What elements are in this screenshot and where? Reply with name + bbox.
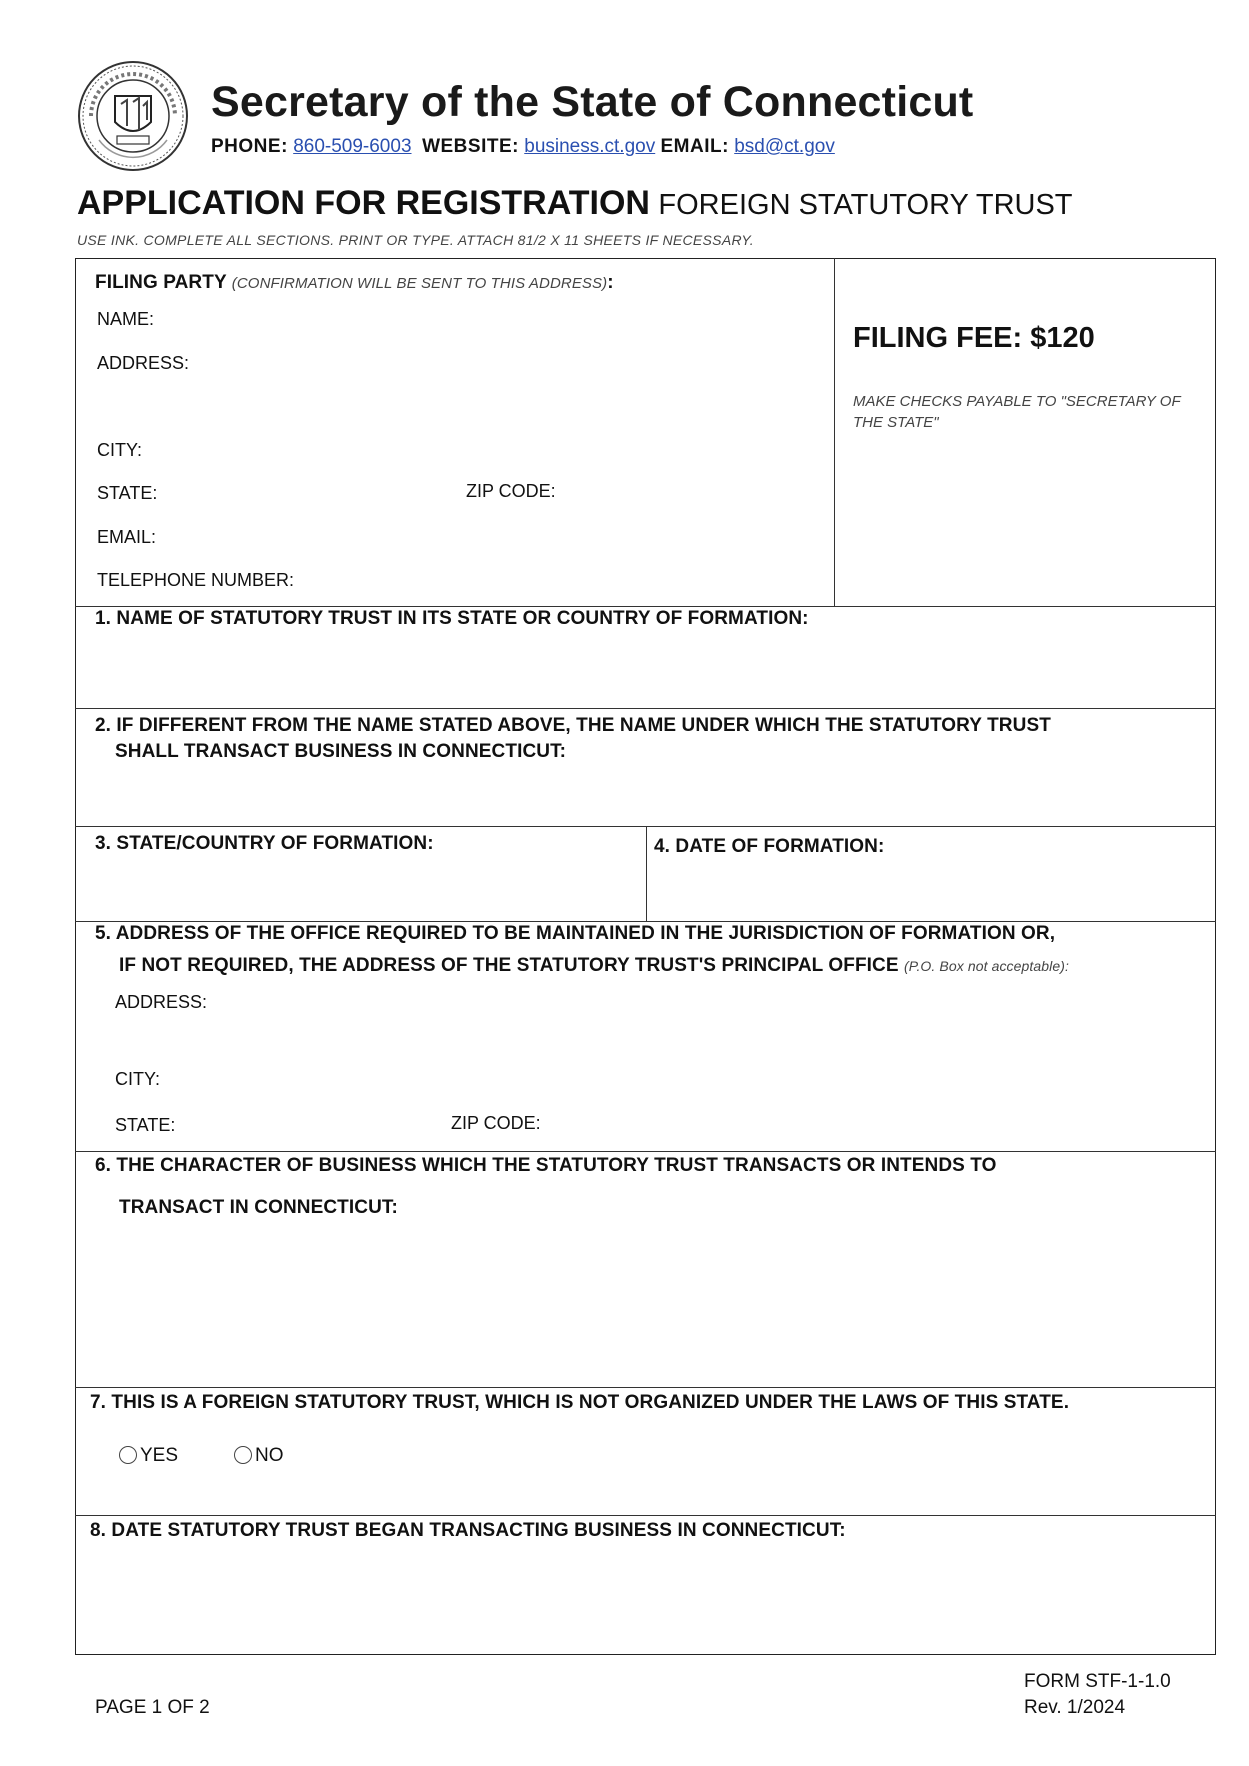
section-6-heading-line1: 6. THE CHARACTER OF BUSINESS WHICH THE STATUTORY TRUST TRANSACTS OR INTENDS TO [95,1155,997,1176]
yes-label: YES [140,1445,179,1466]
form-title-main: APPLICATION FOR REGISTRATION [77,184,650,222]
phone-label: PHONE: [211,136,288,157]
fee-divider [834,258,835,607]
section-3-heading: 3. STATE/COUNTRY OF FORMATION: [95,833,434,854]
divider-1 [75,606,1216,607]
filing-party-colon: : [607,272,614,293]
section-1-heading: 1. NAME OF STATUTORY TRUST IN ITS STATE OR COUNTRY OF FORMATION: [95,608,809,629]
page-title: Secretary of the State of Connecticut [211,78,974,126]
section-5-heading-line1: 5. ADDRESS OF THE OFFICE REQUIRED TO BE MAINTAINED IN THE JURISDICTION OF FORMATION OR, [95,923,1056,944]
divider-7 [75,1515,1216,1516]
filing-email-label: EMAIL: [97,527,157,547]
filing-party-heading [95,272,614,294]
section-4-heading: 4. DATE OF FORMATION: [654,836,885,857]
divider-2 [75,708,1216,709]
website-label: WEBSITE: [422,136,519,157]
filing-state-label: STATE: [97,483,158,503]
email-link[interactable]: bsd@ct.gov [734,136,835,157]
divider-3-4 [646,826,647,922]
section-5-zip-label: ZIP CODE: [451,1113,541,1133]
no-radio[interactable] [234,1446,252,1464]
section-2-heading-line2: SHALL TRANSACT BUSINESS IN CONNECTICUT: [115,741,567,762]
instructions: USE INK. COMPLETE ALL SECTIONS. PRINT OR TYPE. ATTACH 81/2 X 11 SHEETS IF NECESSARY. [77,232,754,248]
fee-note: MAKE CHECKS PAYABLE TO "SECRETARY OF THE STATE" [853,393,1181,431]
website-link[interactable]: business.ct.gov [524,136,656,157]
divider-5 [75,1151,1216,1152]
filing-zip-label: ZIP CODE: [466,481,556,501]
yes-radio[interactable] [119,1446,137,1464]
yes-option[interactable] [119,1445,178,1467]
form-title-sub: FOREIGN STATUTORY TRUST [658,189,1073,221]
filing-address-label: ADDRESS: [97,353,190,373]
section-7-heading: 7. THIS IS A FOREIGN STATUTORY TRUST, WHICH IS NOT ORGANIZED UNDER THE LAWS OF THIS STATE. [90,1392,1070,1413]
filing-name-label: NAME: [97,309,155,329]
section-5-state-label: STATE: [115,1115,176,1135]
form-number: FORM STF-1-1.0 [1024,1671,1171,1692]
section-5-heading-line2 [119,955,1069,977]
divider-6 [75,1387,1216,1388]
filing-telephone-label: TELEPHONE NUMBER: [97,570,295,590]
page-number: PAGE 1 OF 2 [95,1697,210,1718]
contact-line [211,136,835,158]
section-6-heading-line2: TRANSACT IN CONNECTICUT: [119,1197,398,1218]
divider-4 [75,921,1216,922]
email-label: EMAIL: [660,136,729,157]
filing-city-label: CITY: [97,440,143,460]
filing-fee: FILING FEE: $120 [853,322,1095,354]
no-label: NO [255,1445,284,1466]
section-5-address-label: ADDRESS: [115,992,208,1012]
no-option[interactable] [234,1445,284,1467]
state-seal-icon [77,60,189,172]
section-5-heading-text: IF NOT REQUIRED, THE ADDRESS OF THE STATUTORY TRUST'S PRINCIPAL OFFICE [119,955,899,976]
phone-link[interactable]: 860-509-6003 [293,136,412,157]
section-5-note: (P.O. Box not acceptable): [904,958,1070,974]
filing-party-title: FILING PARTY [95,272,227,293]
section-2-heading-line1: 2. IF DIFFERENT FROM THE NAME STATED ABOVE, THE NAME UNDER WHICH THE STATUTORY TRUST [95,715,1051,736]
section-5-city-label: CITY: [115,1069,161,1089]
filing-party-note: (CONFIRMATION WILL BE SENT TO THIS ADDRESS) [231,275,608,292]
section-8-heading: 8. DATE STATUTORY TRUST BEGAN TRANSACTING BUSINESS IN CONNECTICUT: [90,1520,846,1541]
form-title [77,184,1073,223]
form-revision: Rev. 1/2024 [1024,1697,1126,1718]
